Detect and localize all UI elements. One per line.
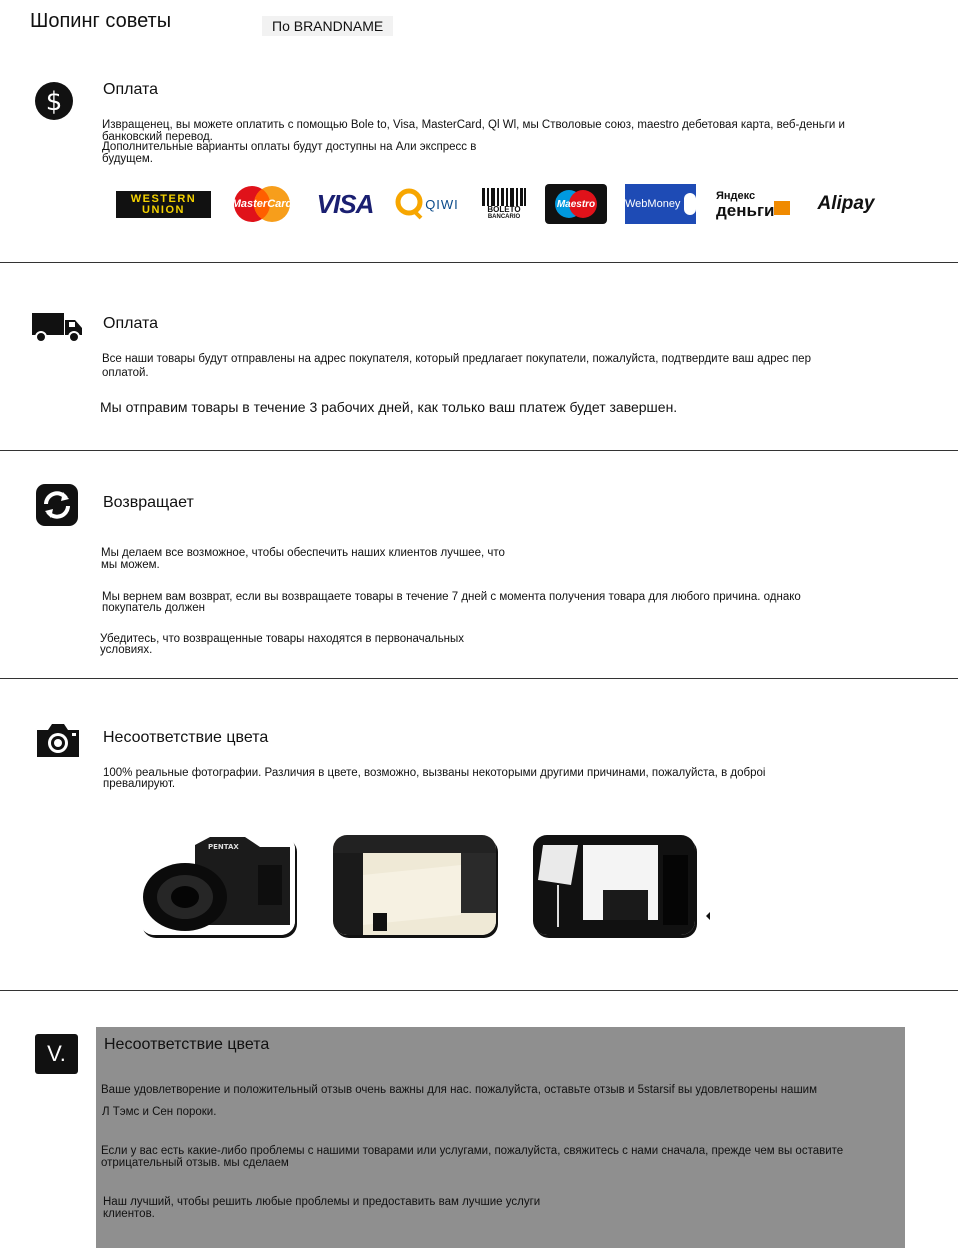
webmoney-logo [625, 184, 696, 224]
shipping-text-2: оплатой. [102, 367, 149, 379]
yandex-money-logo [716, 183, 792, 225]
maestro-text: Maestro [556, 198, 596, 210]
shipping-title: Оплата [103, 315, 159, 332]
western-union-text-1: WESTERN [130, 192, 197, 205]
payment-text-4: будущем. [102, 153, 153, 165]
payment-title: Оплата [103, 81, 159, 98]
visa-logo: VISA [316, 188, 374, 219]
camera-photo [140, 835, 295, 935]
truck-icon [31, 311, 85, 343]
yandex-text-2: деньги [716, 200, 775, 220]
arrow-left-icon[interactable] [706, 912, 710, 920]
feedback-text-2: Л Тэмс и Сен пороки. [102, 1106, 217, 1118]
feedback-panel [96, 1027, 905, 1248]
dollar-icon [34, 81, 80, 127]
divider [0, 450, 958, 451]
alipay-logo: Alipay [817, 193, 875, 214]
feedback-text-1: Ваше удовлетворение и положительный отзыв очень важны для нас. пожалуйста, оставьте отзыв и 5starsif вы удовлетворены нашим [101, 1084, 818, 1096]
returns-text-1b: мы можем. [101, 559, 160, 571]
feedback-icon: V. [35, 1034, 78, 1074]
divider [0, 678, 958, 679]
feedback-text-6: клиентов. [103, 1208, 155, 1220]
yandex-text-1: Яндекс [716, 189, 756, 202]
feedback-title: Несоответствие цвета [104, 1036, 270, 1053]
page-title: Шопинг советы [30, 10, 172, 32]
western-union-logo [116, 191, 211, 218]
mastercard-logo [230, 183, 294, 225]
webmoney-text: WebMoney [625, 198, 681, 210]
color-text-2: превалируют. [103, 778, 176, 790]
payment-text-1: Извращенец, вы можете оплатить с помощью Bole to, Visa, MasterCard, Ql Wl, мы Стволовые союз, maestro дебетовая карта, веб-деньги и [102, 119, 845, 131]
refresh-icon [36, 484, 78, 526]
feedback-text-5: Наш лучший, чтобы решить любые проблемы и предоставить вам лучшие услуги [103, 1196, 541, 1208]
shipping-text-1: Все наши товары будут отправлены на адрес покупателя, который предлагает покупатели, пожалуйста, подтвердите ваш адрес пер [102, 353, 811, 365]
color-text-1: 100% реальные фотографии. Различия в цвете, возможно, вызваны некоторыми другими причинами, пожалуйста, в доброі [103, 767, 766, 779]
divider [0, 990, 958, 991]
studio-photo-2 [533, 835, 695, 935]
qiwi-text: QIWI [425, 196, 459, 212]
boleto-text-1: BOLETO [487, 204, 521, 214]
returns-text-3a: Убедитесь, что возвращенные товары находятся в первоначальных [100, 633, 465, 645]
boleto-logo [480, 183, 528, 225]
boleto-text-2: BANCARIO [487, 213, 521, 220]
returns-text-3b: условиях. [100, 644, 153, 656]
camera-brand-text: PENTAX [208, 843, 239, 851]
color-title: Несоответствие цвета [103, 729, 269, 746]
payment-text-2: банковский перевод. [102, 131, 213, 143]
returns-text-2b: покупатель должен [102, 602, 205, 614]
qiwi-logo [390, 183, 464, 225]
returns-text-2a: Мы вернем вам возврат, если вы возвращаете товары в течение 7 дней с момента получения товара для любого причина. однако [102, 591, 801, 603]
returns-title: Возвращает [103, 494, 194, 511]
shipping-text-main: Мы отправим товары в течение 3 рабочих дней, как только ваш платеж будет завершен. [100, 399, 678, 415]
western-union-text-2: UNION [142, 203, 185, 216]
studio-photo-1 [333, 835, 496, 935]
feedback-text-4: отрицательный отзыв. мы сделаем [101, 1157, 289, 1169]
mastercard-text: MasterCard [231, 198, 293, 210]
returns-text-1a: Мы делаем все возможное, чтобы обеспечить наших клиентов лучшее, что [101, 547, 505, 559]
camera-icon [35, 721, 81, 759]
svg-text:$: $ [45, 87, 63, 117]
brand-label: По BRANDNAME [262, 16, 393, 36]
payment-text-3: Дополнительные варианты оплаты будут доступны на Али экспресс в [102, 141, 477, 153]
feedback-text-3: Если у вас есть какие-либо проблемы с нашими товарами или услугами, пожалуйста, свяжитесь с нами сначала, прежде чем вы оставите [101, 1145, 844, 1157]
maestro-logo [545, 184, 607, 224]
divider [0, 262, 958, 263]
